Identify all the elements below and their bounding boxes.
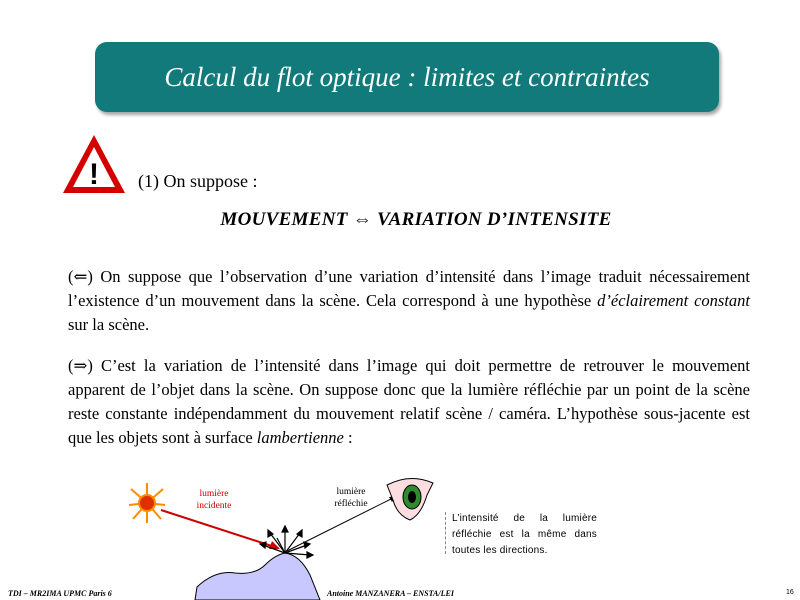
- equivalence-right: VARIATION D’INTENSITE: [377, 209, 612, 230]
- note-divider: [445, 512, 447, 554]
- paragraph-constant-illumination: [68, 265, 750, 337]
- slide-title: Calcul du flot optique : limites et contraintes: [164, 61, 650, 92]
- page-number: 16: [786, 589, 794, 596]
- assumption-heading: (1) On suppose :: [138, 171, 258, 191]
- para1-text: (⇐) On suppose que l’observation d’une variation d’intensité dans l’image traduit nécessairement l’existence d’un mouvement dans la scène. Cela correspond à une hypothèse: [68, 267, 750, 310]
- lambertian-note: L’intensité de la lumière réfléchie est la même dans toutes les directions.: [452, 513, 597, 556]
- reflected-label-line1: lumière: [336, 487, 366, 497]
- para2-text: (⇒) C’est la variation de l’intensité dans l’image qui doit permettre de retrouver le mouvement apparent de l’objet dans la scène. On suppose donc que la lumière réfléchie par un point de la scène reste constante indépendamment du mouvement relatif scène / caméra. L’hypothèse sous-jacente est que les objets sont à surface: [68, 356, 750, 447]
- paragraph-lambertian: [68, 354, 750, 450]
- incident-label-line2: incidente: [196, 501, 232, 511]
- footer-author: Antoine MANZANERA – ENSTA/LEI: [327, 589, 454, 598]
- para1-suffix: sur la scène.: [68, 315, 150, 334]
- sun-icon: [129, 483, 165, 523]
- reflected-label-line2: réfléchie: [334, 499, 368, 509]
- equivalence-left: MOUVEMENT: [220, 209, 348, 230]
- surface-shape: [195, 553, 320, 600]
- para1-emphasis: d’éclairement constant: [597, 291, 750, 310]
- eye-icon: [387, 478, 433, 520]
- para2-emphasis: lambertienne: [256, 428, 344, 447]
- lambertian-diagram: [125, 465, 445, 600]
- incident-label-line1: lumière: [199, 489, 229, 499]
- reflected-light-label: [316, 486, 386, 510]
- warning-exclamation: !: [89, 158, 99, 191]
- footer-course: TDI – MR2IMA UPMC Paris 6: [8, 589, 112, 598]
- incident-light-label: [180, 488, 248, 512]
- equivalence-symbol: ⇔: [352, 209, 373, 230]
- equivalence-statement: [0, 209, 800, 231]
- warning-triangle-icon: [60, 132, 128, 196]
- slide-title-banner: [95, 42, 719, 112]
- para2-suffix: :: [343, 428, 353, 447]
